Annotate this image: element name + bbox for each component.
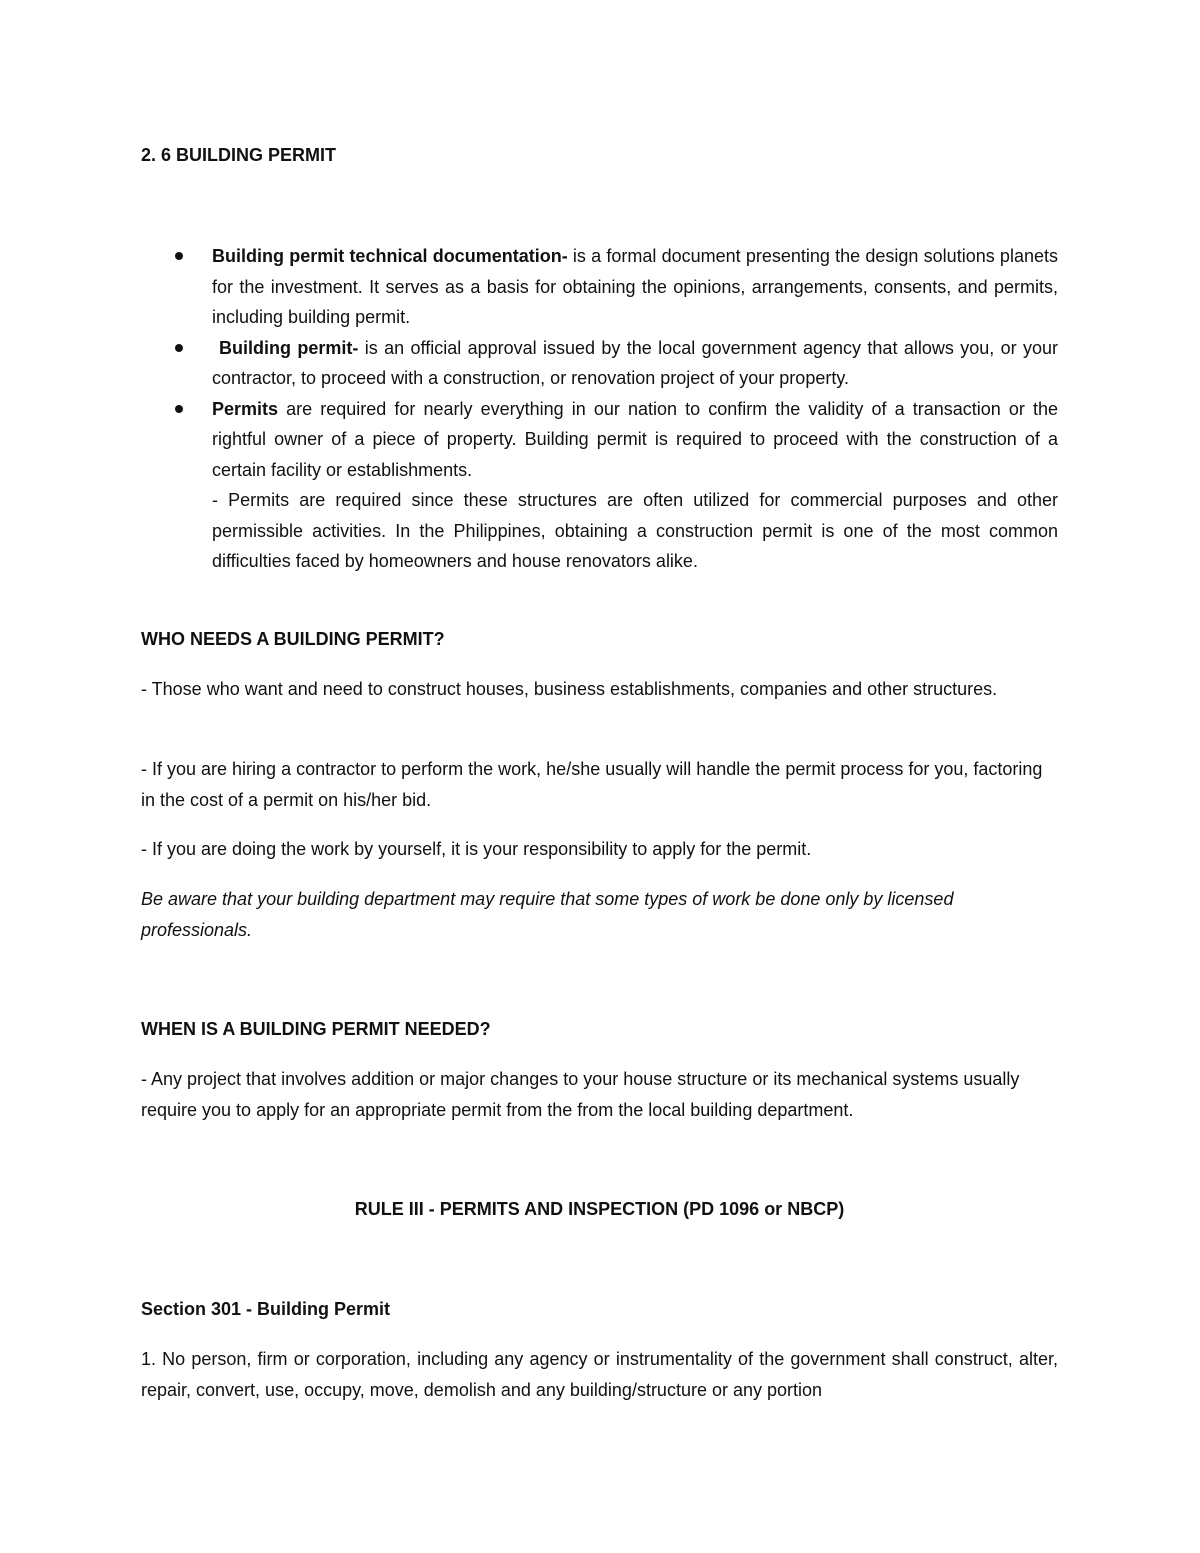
list-item bbox=[141, 241, 1058, 333]
bullet-term: Building permit technical documentation- bbox=[212, 246, 568, 266]
bullet-term: Building permit- bbox=[219, 337, 359, 358]
when-paragraph-1: - Any project that involves addition or major changes to your house structure or its mechanical systems usually require you to apply for an appropriate permit from the from the local building department. bbox=[141, 1069, 1020, 1120]
who-paragraph-2: - If you are hiring a contractor to perform the work, he/she usually will handle the permit process for you, factoring in the cost of a permit on his/her bid. bbox=[141, 759, 1043, 810]
bullet-icon bbox=[175, 405, 183, 413]
section-paragraph-1: 1. No person, firm or corporation, including any agency or instrumentality of the government shall construct, alter, repair, convert, use, occupy, move, demolish and any building/structure or any portion bbox=[141, 1349, 1058, 1400]
bullet-icon bbox=[175, 344, 183, 352]
list-item bbox=[141, 333, 1058, 394]
bullet-icon bbox=[175, 252, 183, 260]
who-note: Be aware that your building department may require that some types of work be done only by licensed professionals. bbox=[141, 889, 954, 940]
bullet-text: is an official approval issued by the local government agency that allows you, or your contractor, to proceed with a construction, or renovation project of your property. bbox=[212, 337, 1058, 388]
who-paragraph-1: - Those who want and need to construct houses, business establishments, companies and other structures. bbox=[141, 679, 998, 699]
who-heading: WHO NEEDS A BUILDING PERMIT? bbox=[141, 629, 445, 649]
bullet-text: is a formal document presenting the design solutions planets for the investment. It serves as a basis for obtaining the opinions, arrangements, consents, and permits, including building permit. bbox=[212, 246, 1058, 327]
rule-heading: RULE III - PERMITS AND INSPECTION (PD 1096 or NBCP) bbox=[354, 1199, 845, 1219]
page-title: 2. 6 BUILDING PERMIT bbox=[141, 145, 337, 165]
list-item bbox=[141, 394, 1058, 577]
bullet-subtext: - Permits are required since these structures are often utilized for commercial purposes and other permissible activities. In the Philippines, obtaining a construction permit is one of the most common difficulties faced by homeowners and house renovators alike. bbox=[212, 490, 1058, 571]
section-heading: Section 301 - Building Permit bbox=[141, 1299, 391, 1319]
when-heading: WHEN IS A BUILDING PERMIT NEEDED? bbox=[141, 1019, 491, 1039]
who-paragraph-3: - If you are doing the work by yourself, it is your responsibility to apply for the permit. bbox=[141, 839, 812, 859]
bullet-term: Permits bbox=[212, 398, 279, 419]
bullet-text: are required for nearly everything in our nation to confirm the validity of a transaction or the rightful owner of a piece of property. Building permit is required to proceed with the construction of a certain facility or establishments. bbox=[212, 398, 1058, 480]
bullet-list bbox=[141, 241, 1058, 577]
